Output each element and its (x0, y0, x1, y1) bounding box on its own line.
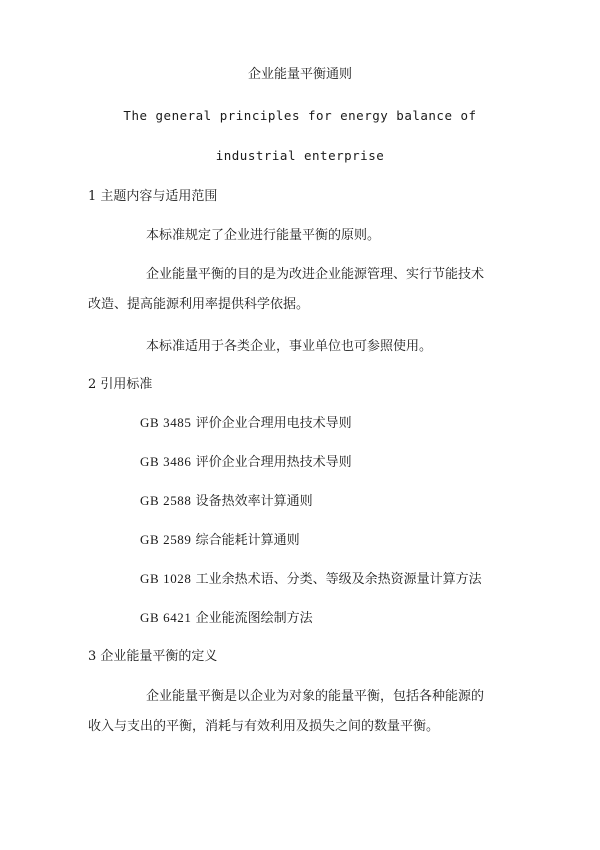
reference-title: 工业余热术语、分类、等级及余热资源量计算方法 (195, 572, 482, 587)
reference-title: 综合能耗计算通则 (195, 533, 300, 548)
reference-title: 设备热效率计算通则 (195, 494, 313, 509)
title-english-line-1: The general principles for energy balance of (123, 108, 477, 123)
section-3-paragraph-line-2: 收入与支出的平衡，消耗与有效利用及损失之间的数量平衡。 (88, 719, 440, 734)
reference-code: GB 3486 (140, 454, 192, 469)
reference-item (140, 609, 313, 628)
title-english-line-2: industrial enterprise (215, 148, 385, 163)
section-1-paragraph-2-line-1: 企业能量平衡的目的是为改进企业能源管理、实行节能技术 (146, 267, 485, 282)
section-3-heading: 3 企业能量平衡的定义 (88, 649, 218, 664)
reference-code: GB 6421 (140, 610, 192, 625)
reference-code: GB 1028 (140, 571, 192, 586)
reference-title: 评价企业合理用电技术导则 (195, 416, 352, 431)
reference-code: GB 3485 (140, 415, 192, 430)
title-chinese: 企业能量平衡通则 (247, 67, 352, 82)
reference-title: 企业能流图绘制方法 (195, 611, 313, 626)
reference-item (140, 414, 352, 433)
section-1-paragraph-2-line-2: 改造、提高能源利用率提供科学依据。 (88, 297, 310, 312)
reference-title: 评价企业合理用热技术导则 (195, 455, 352, 470)
reference-item (140, 570, 482, 589)
reference-item (140, 453, 352, 472)
section-1-heading: 1 主题内容与适用范围 (88, 189, 218, 204)
reference-code: GB 2589 (140, 532, 192, 547)
section-3-paragraph-line-1: 企业能量平衡是以企业为对象的能量平衡，包括各种能源的 (146, 689, 485, 704)
section-2-heading: 2 引用标准 (88, 377, 153, 392)
reference-item (140, 531, 300, 550)
reference-code: GB 2588 (140, 493, 192, 508)
reference-item (140, 492, 313, 511)
section-1-paragraph-1: 本标准规定了企业进行能量平衡的原则。 (146, 228, 381, 243)
section-1-paragraph-3: 本标准适用于各类企业，事业单位也可参照使用。 (146, 339, 433, 354)
